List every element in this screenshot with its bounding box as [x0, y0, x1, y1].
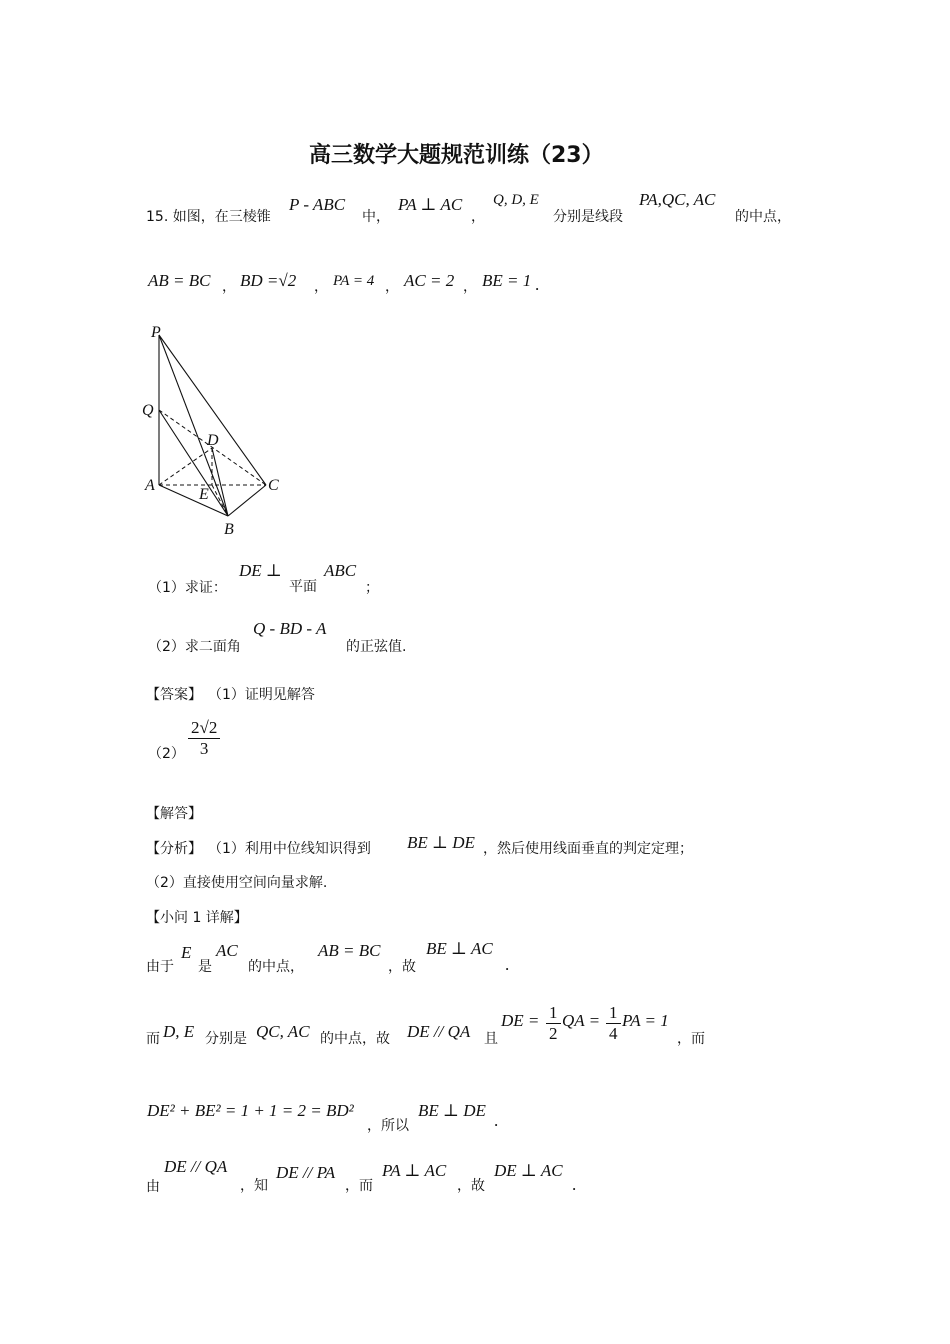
label-Q: Q — [142, 402, 154, 419]
math-expr: DE² + BE² = 1 + 1 = 2 = BD² — [147, 1101, 354, 1120]
text: 中， — [362, 209, 390, 225]
text: ， — [222, 279, 236, 295]
text: 由 — [146, 1179, 160, 1195]
math-expr: DE = — [501, 1011, 540, 1030]
text: （1）利用中位线知识得到 — [208, 841, 371, 857]
text: . — [535, 275, 540, 294]
math-expr: AB = BC — [318, 941, 381, 960]
edge-EB — [212, 485, 228, 516]
text: ，故 — [388, 959, 416, 975]
text: ，而 — [345, 1178, 373, 1194]
math-expr: DE // QA — [407, 1022, 471, 1041]
text: 是 — [198, 959, 212, 975]
fraction — [546, 1003, 561, 1044]
math-expr: DE // QA — [164, 1157, 228, 1176]
text: ， — [314, 279, 328, 295]
denominator: 4 — [609, 1024, 618, 1043]
fraction — [606, 1003, 621, 1044]
text: ，而 — [677, 1031, 705, 1047]
numerator: 2√2 — [188, 718, 220, 739]
label-E: E — [199, 486, 209, 503]
math-expr: AB = BC — [148, 271, 211, 290]
edge-DB — [212, 448, 228, 516]
math-expr: PA,QC, AC — [639, 190, 716, 209]
math-expr: PA ⊥ AC — [398, 195, 463, 214]
numerator: 1 — [606, 1003, 621, 1024]
math-expr: QC, AC — [256, 1022, 310, 1041]
text: . — [572, 1175, 577, 1194]
label-C: C — [268, 477, 279, 494]
math-expr: BE = 1 — [482, 271, 532, 290]
text: 的中点，故 — [320, 1031, 390, 1047]
math-expr: DE // PA — [276, 1163, 336, 1182]
text: 的正弦值. — [346, 639, 407, 655]
math-expr: Q, D, E — [493, 192, 539, 208]
math-expr: AC = 2 — [404, 271, 455, 290]
math-expr: PA ⊥ AC — [382, 1161, 447, 1180]
text: ； — [365, 580, 379, 596]
numerator: 1 — [546, 1003, 561, 1024]
math-expr: BE ⊥ DE — [407, 833, 475, 852]
text: 分别是 — [205, 1031, 247, 1047]
text: ，故 — [457, 1178, 485, 1194]
text: 且 — [484, 1031, 498, 1047]
text: ，所以 — [367, 1118, 409, 1134]
label-P: P — [151, 324, 161, 341]
pyramid-figure — [138, 320, 288, 542]
text: 由于 — [146, 959, 174, 975]
math-expr: QA = — [562, 1011, 601, 1030]
text: 的中点， — [248, 959, 304, 975]
math-expr: Q - BD - A — [253, 619, 327, 638]
text: ， — [463, 279, 477, 295]
text: 的中点， — [735, 209, 791, 225]
math-expr: BE ⊥ AC — [426, 939, 493, 958]
problem-number-text: 15. 如图，在三棱锥 — [146, 209, 271, 225]
solution-heading: 【解答】 — [146, 806, 202, 822]
math-expr: DE ⊥ AC — [494, 1161, 563, 1180]
label-A: A — [145, 477, 155, 494]
math-expr: ABC — [324, 561, 357, 580]
page-title: 高三数学大题规范训练（23） — [309, 143, 604, 168]
denominator: 2 — [549, 1024, 558, 1043]
math-expr: PA = 4 — [333, 273, 375, 289]
math-expr: BD =√2 — [240, 271, 297, 290]
edge-CB — [228, 485, 266, 516]
text: . — [494, 1111, 499, 1130]
math-expr: E — [181, 943, 192, 962]
text: （2） — [148, 746, 185, 762]
text: 分别是线段 — [553, 209, 623, 225]
text: 平面 — [289, 579, 317, 595]
text: （1）求证： — [148, 580, 227, 596]
answer-heading: 【答案】 — [146, 687, 202, 703]
text: ， — [385, 279, 399, 295]
text: 【分析】 — [146, 841, 202, 857]
fraction — [188, 718, 220, 759]
text: ， — [471, 209, 485, 225]
label-B: B — [224, 521, 234, 538]
text: （2）求二面角 — [148, 639, 241, 655]
math-expr: D, E — [163, 1022, 195, 1041]
label-D: D — [207, 432, 219, 449]
math-expr: P - ABC — [289, 195, 346, 214]
text: （1）证明见解答 — [208, 687, 315, 703]
math-expr: AC — [216, 941, 238, 960]
text: 而 — [146, 1031, 160, 1047]
math-expr: BE ⊥ DE — [418, 1101, 486, 1120]
denominator: 3 — [199, 739, 209, 758]
text: . — [505, 955, 510, 974]
text: ，知 — [240, 1178, 268, 1194]
math-expr: PA = 1 — [622, 1011, 669, 1030]
sub-heading: 【小问 1 详解】 — [146, 910, 248, 926]
text: ，然后使用线面垂直的判定定理； — [483, 841, 693, 857]
math-expr: DE ⊥ — [239, 561, 282, 580]
text: （2）直接使用空间向量求解. — [146, 875, 328, 891]
